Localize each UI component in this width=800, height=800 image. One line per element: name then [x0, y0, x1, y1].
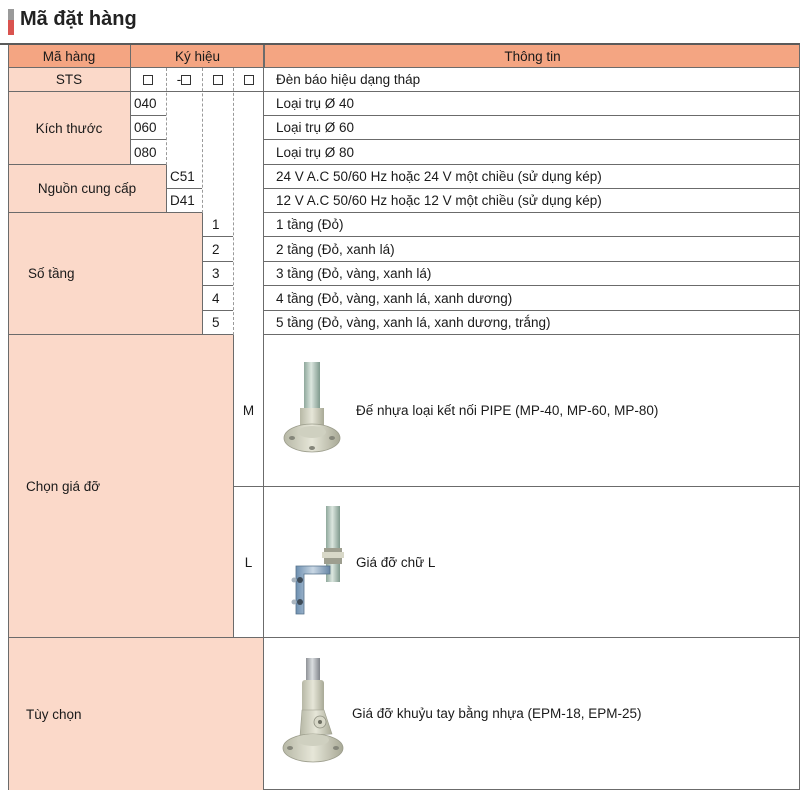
- tier-code-5: 5: [202, 311, 233, 335]
- power-info-c51: 24 V A.C 50/60 Hz hoặc 24 V một chiều (sử dụng kép): [264, 165, 800, 189]
- sts-box-1: [130, 68, 166, 92]
- bracket-code-l: L: [233, 487, 264, 638]
- placeholder-box-icon: [213, 75, 223, 85]
- elbow-bracket-epm-image: [280, 656, 346, 774]
- size-info-40: Loại trụ Ø 40: [264, 92, 800, 116]
- tier-code-2: 2: [202, 237, 233, 262]
- power-info-d41: 12 V A.C 50/60 Hz hoặc 12 V một chiều (sử dụng kép): [264, 189, 800, 213]
- tiers-label: Số tầng: [8, 213, 202, 335]
- tier-code-4: 4: [202, 286, 233, 311]
- tier-info-5: 5 tầng (Đỏ, vàng, xanh lá, xanh dương, trắng): [264, 311, 800, 335]
- bracket-info-l: Giá đỡ chữ L: [264, 487, 800, 638]
- option-info: Giá đỡ khuỷu tay bằng nhựa (EPM-18, EPM-25): [264, 638, 800, 790]
- sts-separator: -: [176, 72, 182, 87]
- grid-line: [8, 45, 9, 790]
- tier-code-1: 1: [202, 213, 233, 237]
- sts-info: Đèn báo hiệu dạng tháp: [264, 68, 800, 92]
- power-code-d41: D41: [166, 189, 202, 213]
- size-code-060: 060: [130, 116, 166, 140]
- grid-line: [263, 45, 264, 790]
- header-ky-hieu: Ký hiệu: [130, 45, 264, 68]
- option-label: Tùy chọn: [8, 638, 264, 790]
- tier-code-3: 3: [202, 262, 233, 286]
- tier-info-2: 2 tầng (Đỏ, xanh lá): [264, 237, 800, 262]
- grid-line: [166, 165, 167, 213]
- header-ma-hang: Mã hàng: [8, 45, 130, 68]
- grid-dash: [202, 68, 203, 213]
- tier-info-1: 1 tầng (Đỏ): [264, 213, 800, 237]
- size-code-080: 080: [130, 140, 166, 165]
- grid-dash: [166, 68, 167, 165]
- grid-line: [202, 213, 203, 335]
- grid-dash: [233, 68, 234, 335]
- size-info-60: Loại trụ Ø 60: [264, 116, 800, 140]
- grid-line: [233, 335, 234, 638]
- pipe-base-mp-image: [282, 358, 342, 468]
- size-info-80: Loại trụ Ø 80: [264, 140, 800, 165]
- sts-label: STS: [8, 68, 130, 92]
- tier-info-3: 3 tầng (Đỏ, vàng, xanh lá): [264, 262, 800, 286]
- size-code-040: 040: [130, 92, 166, 116]
- bracket-code-m: M: [233, 335, 264, 487]
- tier-info-4: 4 tầng (Đỏ, vàng, xanh lá, xanh dương): [264, 286, 800, 311]
- bracket-label: Chọn giá đỡ: [8, 335, 233, 638]
- sts-box-4: [233, 68, 264, 92]
- bracket-info-m: Đế nhựa loại kết nối PIPE (MP-40, MP-60, MP-80): [264, 335, 800, 487]
- grid-line: [130, 45, 131, 165]
- size-label: Kích thước: [8, 92, 130, 165]
- power-label: Nguồn cung cấp: [8, 165, 166, 213]
- placeholder-box-icon: [143, 75, 153, 85]
- power-code-c51: C51: [166, 165, 202, 189]
- placeholder-box-icon: [244, 75, 254, 85]
- l-bracket-image: [286, 502, 352, 622]
- placeholder-box-icon: [181, 75, 191, 85]
- page-title: Mã đặt hàng: [20, 8, 137, 30]
- sts-box-2: [166, 68, 202, 92]
- header-thong-tin: Thông tin: [264, 45, 800, 68]
- sts-box-3: [202, 68, 233, 92]
